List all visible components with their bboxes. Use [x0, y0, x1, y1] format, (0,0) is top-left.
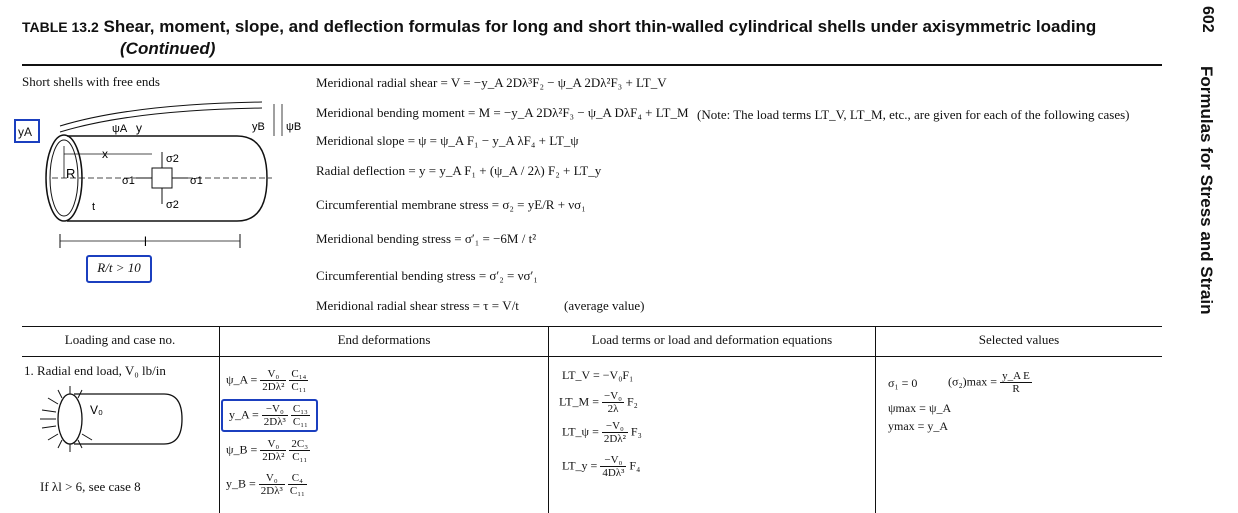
deflected-curve	[60, 108, 262, 132]
short-cylinder-end	[58, 394, 82, 444]
sigma1-label-right: σ1	[190, 175, 203, 187]
header-selected-values: Selected values	[978, 332, 1060, 347]
case-1-footnote: If λl > 6, see case 8	[40, 479, 141, 494]
psia-label: ψA	[112, 123, 128, 135]
radial-load-figure	[34, 384, 194, 454]
continued-label: (Continued)	[120, 39, 216, 58]
thickness-label: t	[92, 201, 96, 213]
formula-moment: Meridional bending moment = M = −y_A 2Dλ²F₃ − ψ_A DλF₄ + LT_M	[316, 105, 689, 120]
yb-label: yB	[252, 121, 265, 133]
ya-label: yA	[18, 125, 33, 139]
def-ya: y_A = $\frac{\text{−V₀}}{\text{2Dλ³}}$ $\frac{\text{C₁₃}}{\text{C₁₁}}$	[221, 399, 318, 432]
formula-note: (Note: The load terms LT_V, LT_M, etc., are given for each of the following cases)	[697, 107, 1130, 122]
shell-figure	[12, 96, 312, 286]
psib-label: ψB	[286, 121, 302, 133]
col-divider-1	[219, 326, 220, 513]
sel-psimax: ψmax = ψ_A	[888, 401, 952, 415]
def-psib: ψ_B = $\frac{\text{V₀}}{\text{2Dλ²}}$ $\frac{\text{2C₃}}{\text{C₁₁}}$	[226, 438, 309, 463]
def-psia: ψ_A = $\frac{\text{V₀}}{\text{2Dλ²}}$ $\frac{\text{C₁₄}}{\text{C₁₁}}$	[226, 368, 307, 393]
rt-ink-box: R/t > 10	[86, 255, 152, 283]
sigma2-label-bottom: σ2	[166, 199, 179, 211]
col-divider-2	[548, 326, 549, 513]
formula-mer-bending: Meridional bending stress = σ′₁ = −6M / t²	[316, 231, 537, 246]
table-title	[22, 16, 1152, 59]
y-label: y	[136, 121, 142, 135]
formula-circ-membrane: Circumferential membrane stress = σ₂ = yE/R + νσ₁	[316, 197, 586, 212]
lt-v: LT_V = −V₀F₁	[562, 368, 634, 382]
lt-psi: LT_ψ = $\frac{\text{−V₀}}{\text{2Dλ²}}$ F₃	[562, 420, 642, 445]
running-head	[1188, 6, 1228, 506]
header-load-terms: Load terms or load and deformation equations	[591, 332, 833, 347]
def-yb: y_B = $\frac{\text{V₀}}{\text{2Dλ³}}$ $\frac{\text{C₄}}{\text{C₁₁}}$	[226, 472, 305, 497]
sel-sigma2max: (σ₂)max = $\frac{\text{y\_A E}}{R}$	[948, 370, 1030, 395]
sigma2-label-top: σ2	[166, 153, 179, 165]
sel-sigma1: σ₁ = 0	[888, 376, 918, 390]
section-title: Formulas for Stress and Strain	[1197, 66, 1216, 315]
page-number: 602	[1199, 6, 1216, 33]
header-end-deformations: End deformations	[337, 332, 431, 347]
formula-shear: Meridional radial shear = V = −y_A 2Dλ³F₂ − ψ_A 2Dλ²F₃ + LT_V	[316, 75, 667, 90]
sigma1-label-left: σ1	[122, 175, 135, 187]
stress-element	[152, 168, 172, 188]
average-note: (average value)	[564, 298, 645, 313]
table-title-text: Shear, moment, slope, and deflection formulas for long and short thin-walled cylindrical shells under axisymmetric loading	[103, 17, 1097, 36]
lt-m: LT_M = $\frac{\text{−V₀}}{2\lambda}$ F₂	[559, 390, 638, 415]
formula-slope: Meridional slope = ψ = ψ_A F₁ − y_A λF₄ + LT_ψ	[316, 133, 579, 148]
x-label: x	[102, 147, 108, 161]
table-top-rule	[22, 326, 1162, 327]
formula-deflection: Radial deflection = y = y_A F₁ + (ψ_A / 2λ) F₂ + LT_y	[316, 163, 602, 178]
case-heading: Short shells with free ends	[22, 74, 160, 89]
radius-label: R	[66, 166, 76, 181]
table-number: TABLE 13.2	[22, 19, 99, 35]
table-header-rule	[22, 356, 1162, 357]
header-loading: Loading and case no.	[64, 332, 176, 347]
lt-y: LT_y = $\frac{\text{−V₀}}{\text{4Dλ³}}$ F₄	[562, 454, 641, 479]
top-rule	[22, 64, 1162, 66]
case-1-label: 1. Radial end load, V₀ lb/in	[24, 363, 166, 378]
v0-label: V₀	[90, 403, 103, 417]
formula-circ-bending: Circumferential bending stress = σ′₂ = νσ′₁	[316, 268, 538, 283]
formula-shear-stress: Meridional radial shear stress = τ = V/t	[316, 298, 519, 313]
sel-ymax: ymax = y_A	[888, 419, 949, 433]
length-label: l	[144, 234, 147, 249]
deflected-curve-2	[60, 102, 262, 126]
short-cylinder-outline	[74, 394, 182, 444]
col-divider-3	[875, 326, 876, 513]
